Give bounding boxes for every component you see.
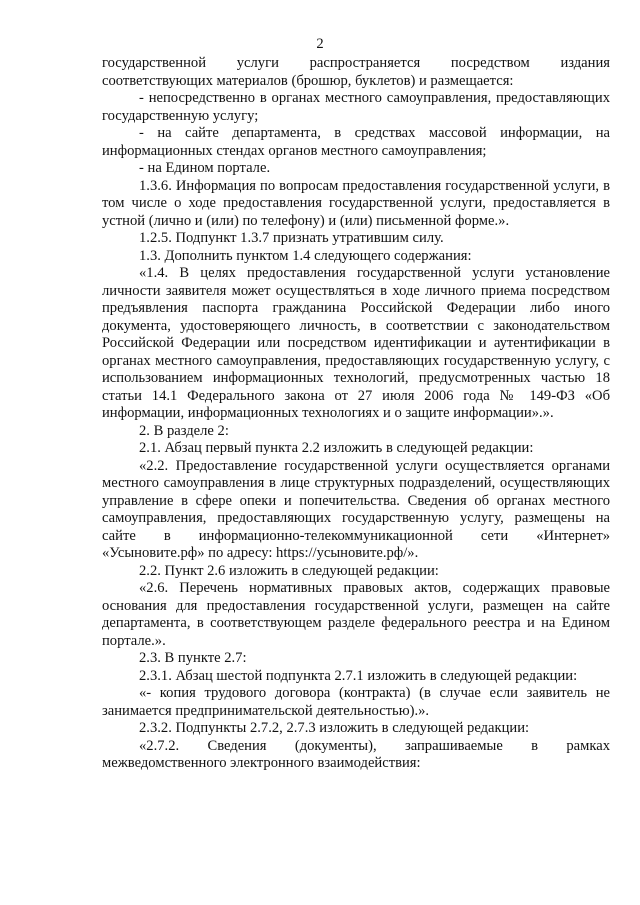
paragraph-2-3: 2.3. В пункте 2.7: — [139, 650, 247, 666]
paragraph-1-4: «1.4. В целях предоставления государственной услуги установление личности заявителя может осуществляться в ходе личного приема посредством предъявления паспорта гражданина Российской Федерации либо иного документа, удостоверяющего личность, в соответствии с законодательством Российской Федерации или посредством идентификации и аутентификации в органах местного самоуправления, предоставляющих государственную услугу, с использованием информационных технологий, предусмотренных частью 18 статьи 14.1 Федерального закона от 27 июля 2006 года № 149-ФЗ «Об информации, информационных технологиях и о защите информации».». — [102, 265, 610, 421]
paragraph-2-1: 2.1. Абзац первый пункта 2.2 изложить в следующей редакции: — [139, 440, 534, 456]
paragraph-intro-continuation: государственной услуги распространяется посредством издания соответствующих материалов (брошюр, буклетов) и размещается: — [102, 55, 610, 89]
page-number: 2 — [316, 36, 324, 52]
paragraph-1-2-5: 1.2.5. Подпункт 1.3.7 признать утратившим силу. — [139, 230, 444, 246]
paragraph-labor-contract-quote: «- копия трудового договора (контракта) (в случае если заявитель не занимается предпринимательской деятельностью).». — [102, 685, 610, 719]
paragraph-1-3-6: 1.3.6. Информация по вопросам предоставления государственной услуги, в том числе о ходе предоставления государственной услуги, предоставляется в устной (лично и (или) по телефону) и (или) письменной форме.». — [102, 177, 610, 229]
paragraph-2-2: 2.2. Пункт 2.6 изложить в следующей редакции: — [139, 562, 439, 579]
paragraph-2-2-quote: «2.2. Предоставление государственной услуги осуществляется органами местного самоуправления в лице структурных подразделений, осуществляющих управление в сфере опеки и попечительства. Сведения об органах местного самоуправления, предоставляющих государственную услугу, размещены на сайте в информационно-телекоммуникационной сети «Интернет» «Усыновите.рф» по адресу: https://усыновите.рф/». — [102, 457, 610, 561]
paragraph-2-3-2: 2.3.2. Подпункты 2.7.2, 2.7.3 изложить в следующей редакции: — [139, 720, 530, 736]
list-item-local-government: - непосредственно в органах местного самоуправления, предоставляющих государственную услугу; — [102, 90, 610, 124]
paragraph-2-3-1: 2.3.1. Абзац шестой подпункта 2.7.1 изложить в следующей редакции: — [139, 667, 578, 684]
list-item-department-site: - на сайте департамента, в средствах массовой информации, на информационных стендах органов местного самоуправления; — [102, 125, 610, 159]
paragraph-2-6-quote: «2.6. Перечень нормативных правовых актов, содержащих правовые основания для предоставления государственной услуги, размещен на сайте департамента, в соответствующем разделе федерального реестра и на Едином портале.». — [102, 580, 610, 649]
paragraph-1-3: 1.3. Дополнить пунктом 1.4 следующего содержания: — [139, 247, 472, 264]
list-item-unified-portal: - на Едином портале. — [139, 160, 271, 176]
paragraph-section-2: 2. В разделе 2: — [139, 422, 229, 439]
paragraph-2-7-2-quote: «2.7.2. Сведения (документы), запрашиваемые в рамках межведомственного электронного взаимодействия: — [102, 737, 610, 771]
document-body — [102, 55, 610, 773]
